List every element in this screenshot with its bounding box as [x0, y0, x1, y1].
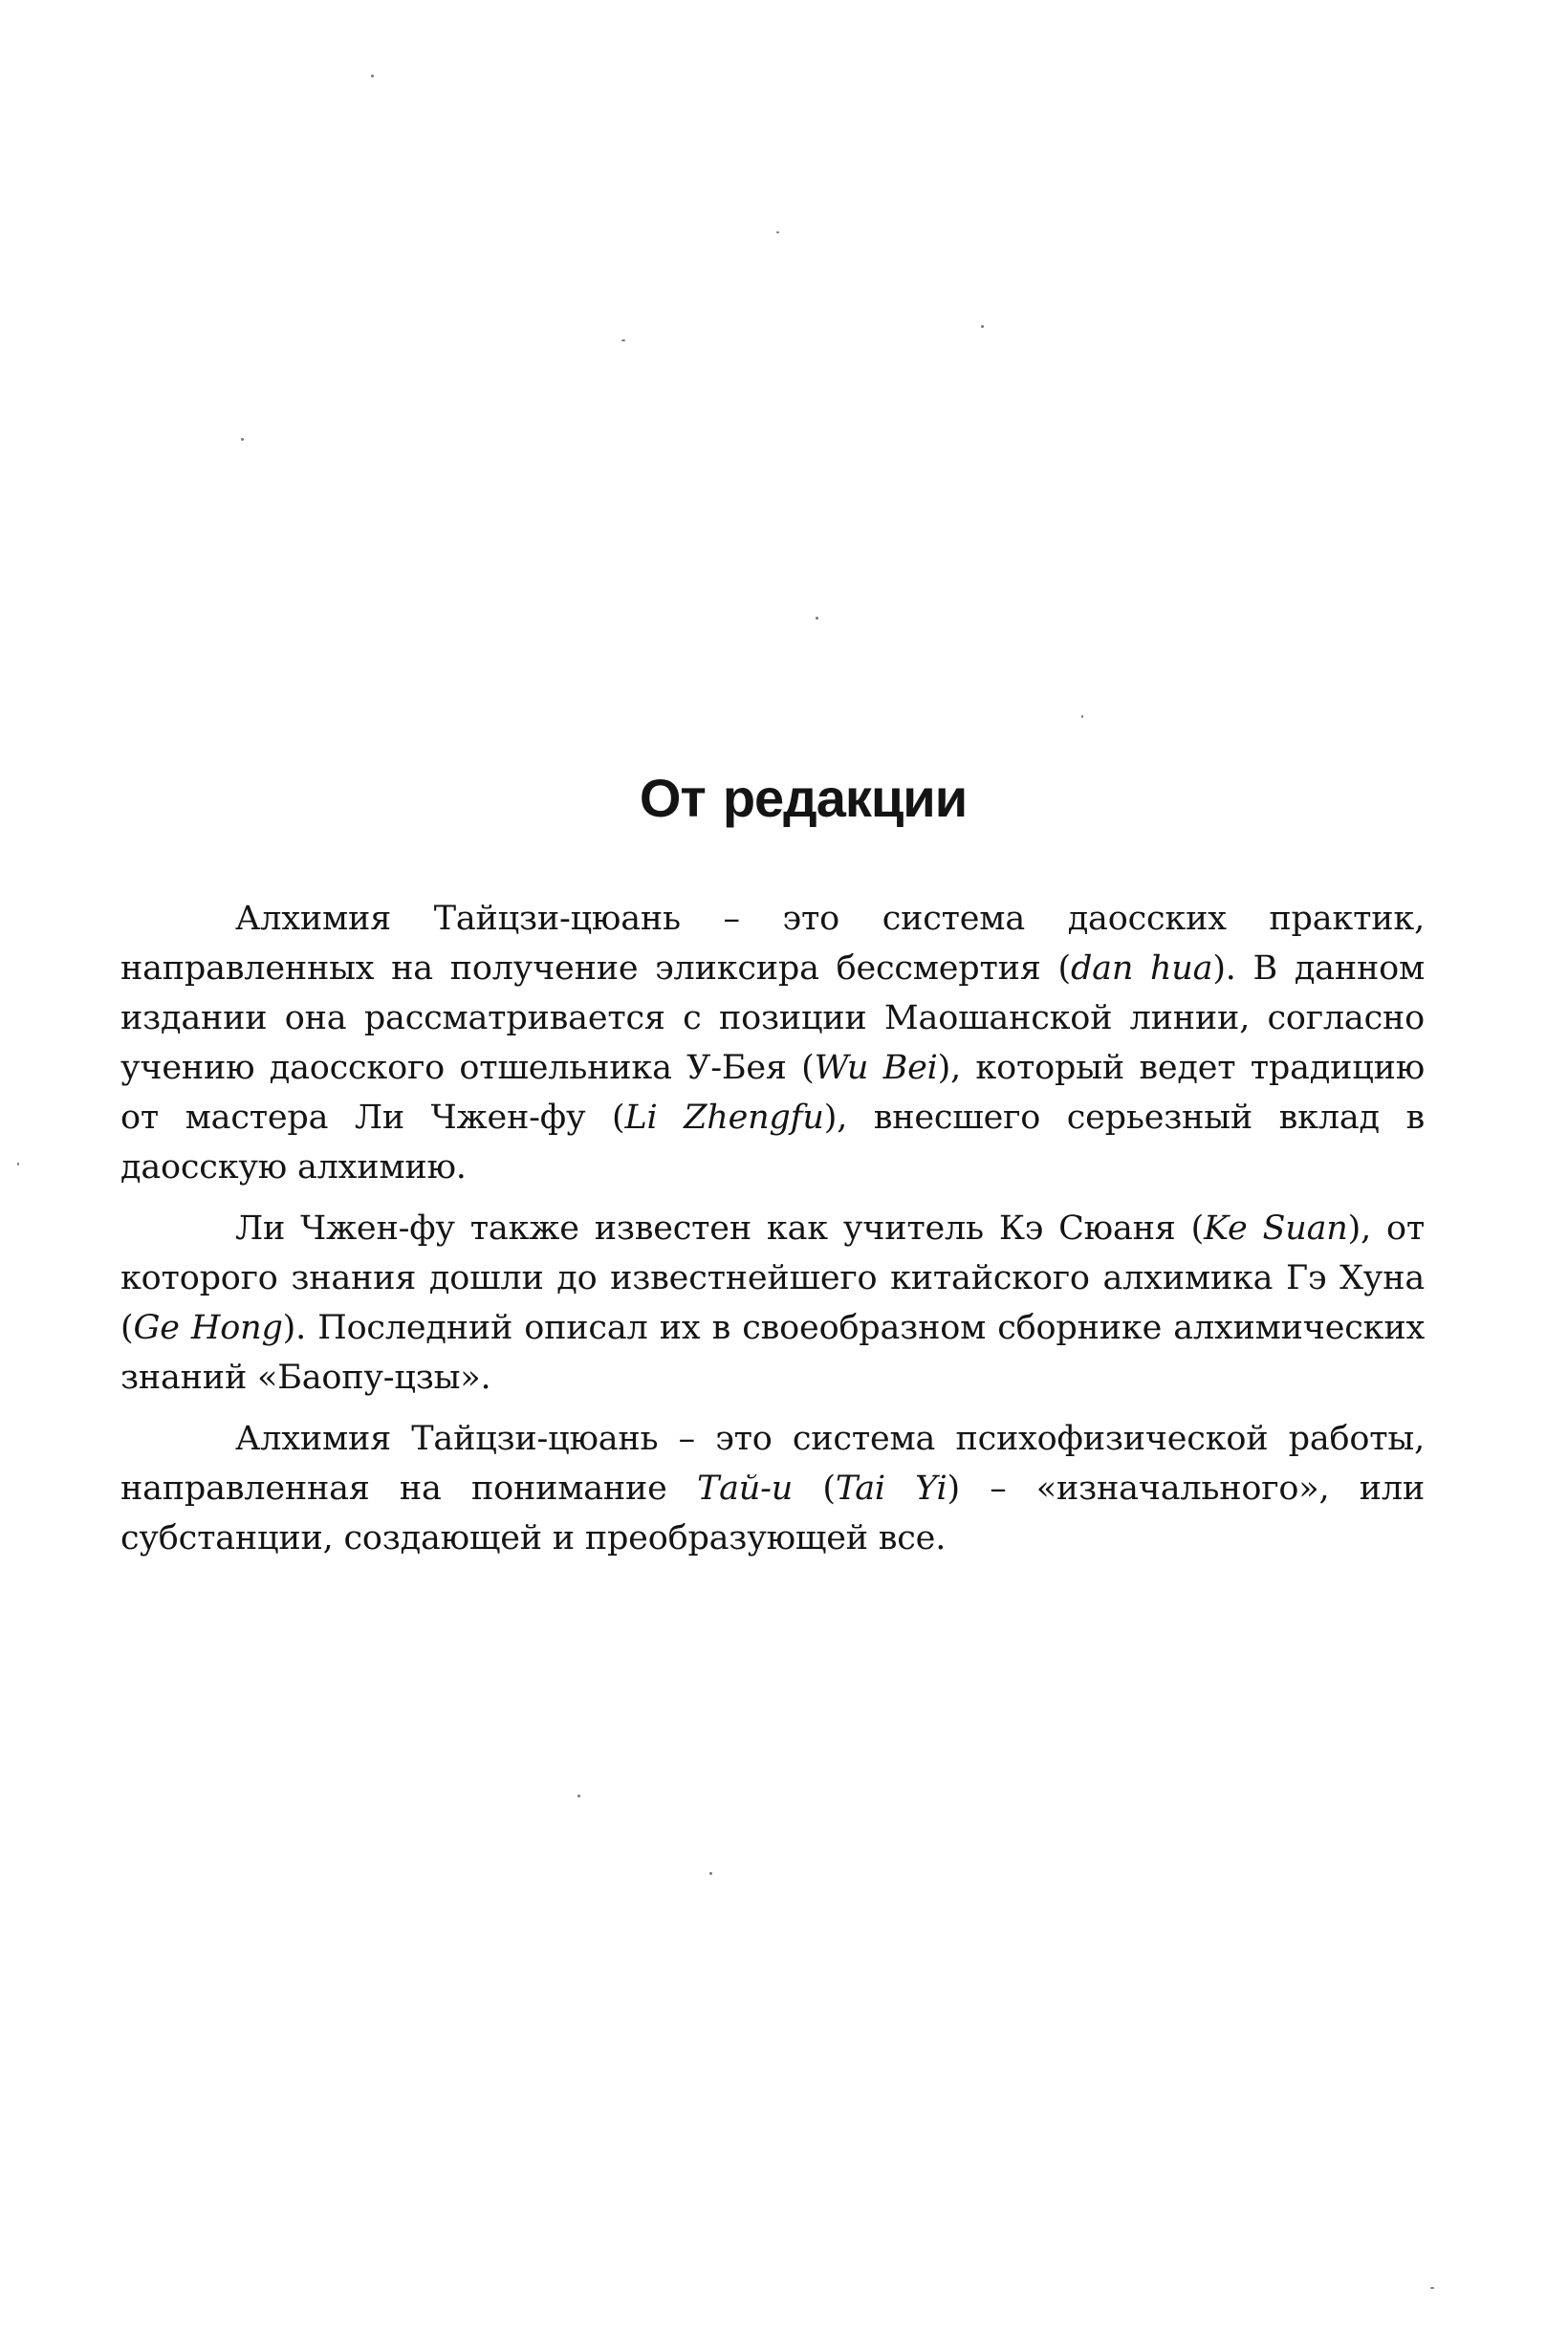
italic-term: Tai Yi	[835, 1470, 947, 1508]
scan-speck	[816, 617, 818, 620]
scan-speck	[1430, 2287, 1434, 2289]
italic-term: Ke Suan	[1204, 1209, 1348, 1248]
text-run: Алхимия Тайцзи-цюань – это система даосских практик, направленных на получение эликсира бессмертия (	[120, 900, 1425, 988]
text-run: (	[793, 1470, 836, 1508]
text-run: ), внесшего серьезный вклад в даосскую алхимию.	[120, 1099, 1426, 1187]
text-run: ). Последний описал их в своеобразном сборнике алхимических знаний «Баопу-цзы».	[120, 1309, 1425, 1397]
italic-term: Ge Hong	[133, 1309, 283, 1347]
text-run: ), от которого знания дошли до известнейшего китайского алхимика Гэ Хуна (	[120, 1209, 1426, 1347]
scan-speck	[371, 75, 374, 77]
italic-term: dan hua	[1070, 949, 1213, 988]
paragraph-1	[120, 894, 1425, 1192]
text-run: Алхимия Тайцзи-цюань – это система психофизической работы, направленная на понимание	[120, 1420, 1425, 1508]
body-text	[120, 894, 1425, 1575]
scan-speck	[577, 1795, 580, 1797]
scan-speck	[1081, 715, 1083, 718]
page-title-word-2: редакции	[722, 768, 968, 828]
page-title	[0, 755, 1568, 841]
paragraph-3	[120, 1414, 1425, 1563]
scan-speck	[776, 231, 779, 233]
text-run: Ли Чжен-фу также известен как учитель Кэ Сюаня (	[235, 1209, 1205, 1248]
text-run: ) – «изначального», или субстанции, создающей и преобразующей все.	[120, 1470, 1425, 1557]
scan-speck	[981, 325, 984, 328]
scan-speck	[17, 1163, 19, 1165]
text-run: ), который ведет традицию от мастера Ли Чжен-фу (	[120, 1049, 1425, 1137]
page-title-word-1: От	[639, 768, 706, 828]
scan-speck	[709, 1872, 712, 1875]
scan-speck	[241, 438, 244, 441]
scan-speck	[621, 339, 625, 341]
italic-term: Wu Bei	[814, 1049, 938, 1087]
italic-term: Тай-и	[696, 1470, 794, 1508]
text-run: ). В данном издании она рассматривается с позиции Маошанской линии, согласно учению даосского отшельника У-Бея (	[120, 949, 1426, 1087]
paragraph-2	[120, 1204, 1425, 1403]
italic-term: Li Zhengfu	[624, 1099, 824, 1137]
